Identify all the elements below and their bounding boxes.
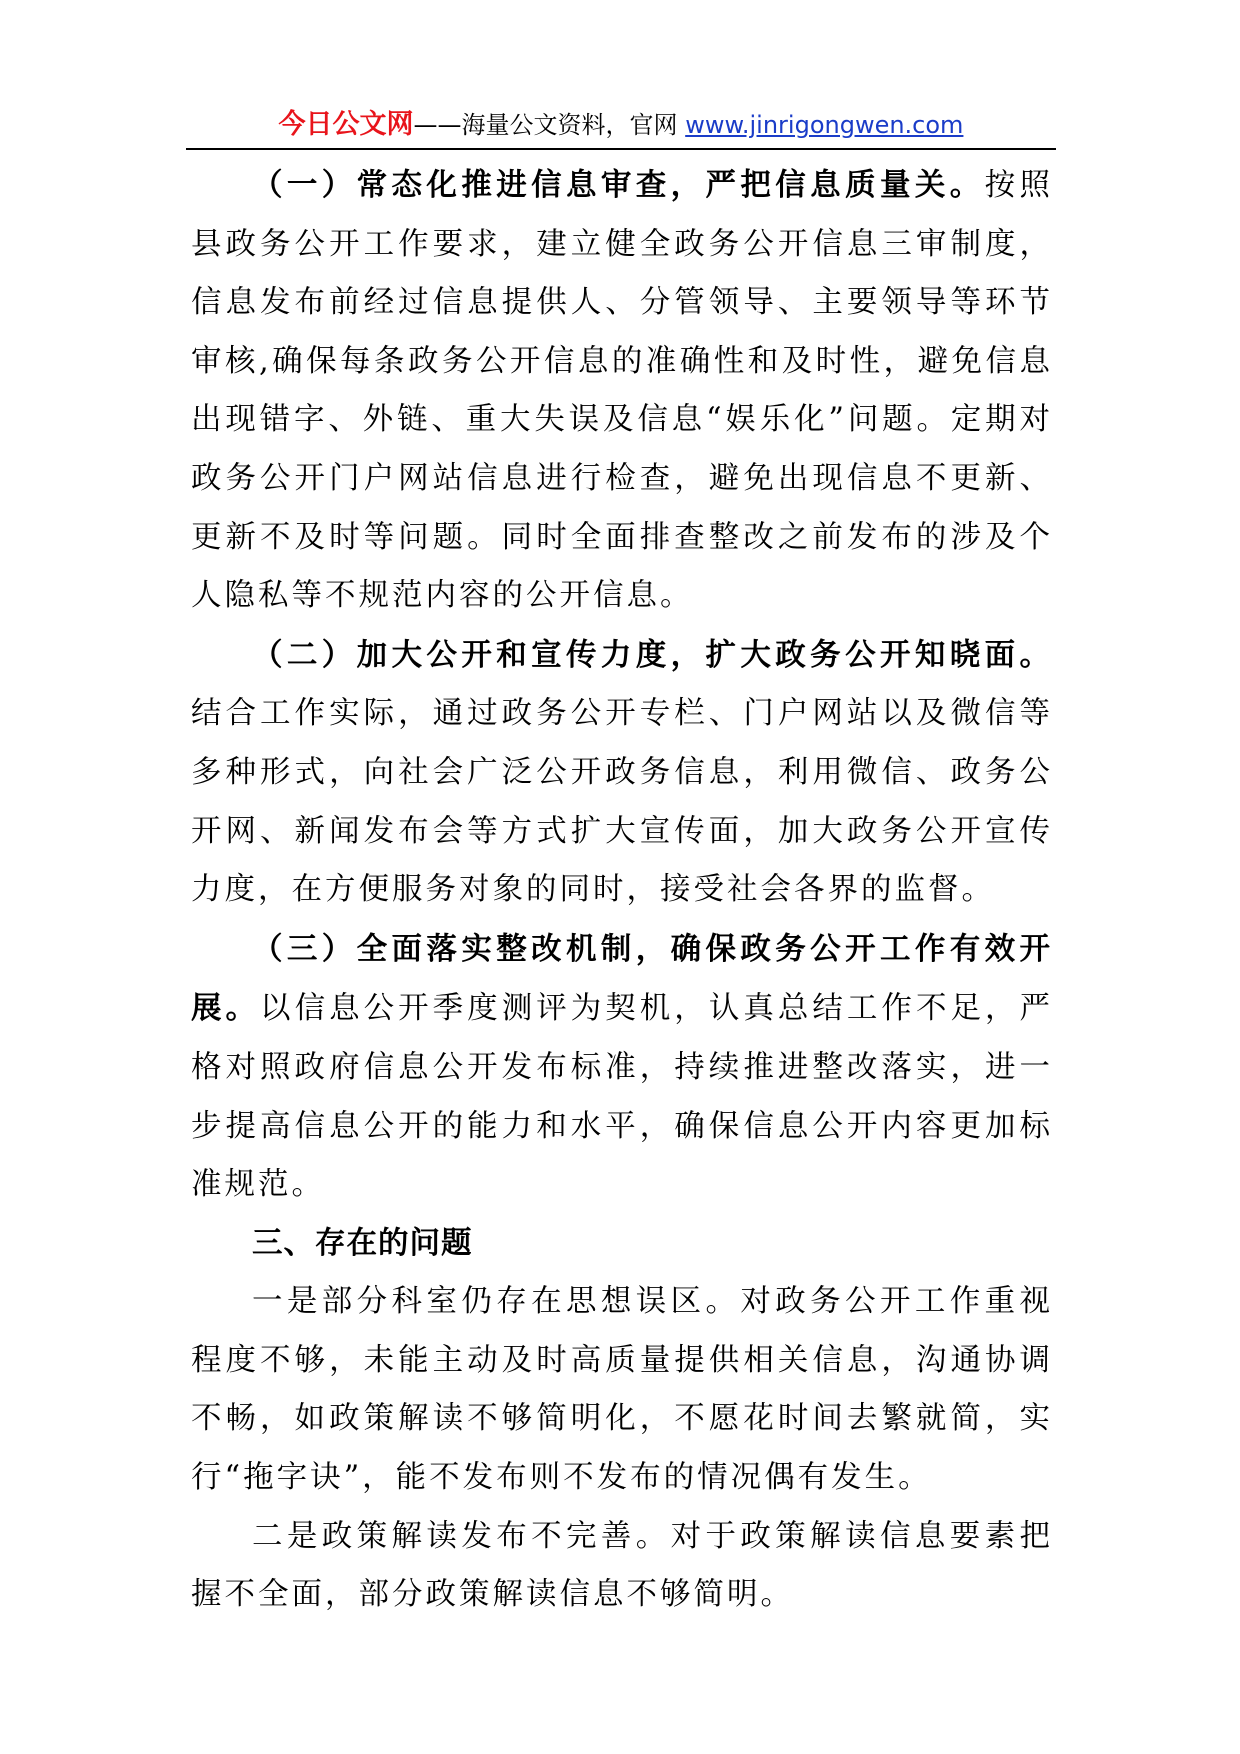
problem-1: 一是部分科室仍存在思想误区。对政务公开工作重视程度不够，未能主动及时高质量提供相关信息，沟通协调不畅，如政策解读不够简明化，不愿花时间去繁就简，实行“拖字诀”，能不发布则不发布的情况偶有发生。 bbox=[191, 1284, 1053, 1496]
problem-2: 二是政策解读发布不完善。对于政策解读信息要素把握不全面，部分政策解读信息不够简明。 bbox=[191, 1518, 1053, 1613]
paragraph-3-text: 以信息公开季度测评为契机，认真总结工作不足，严格对照政府信息公开发布标准，持续推进整改落实，进一步提高信息公开的能力和水平，确保信息公开内容更加标准规范。 bbox=[191, 991, 1054, 1203]
paragraph-2-text: 结合工作实际，通过政务公开专栏、门户网站以及微信等多种形式，向社会广泛公开政务信息，利用微信、政务公开网、新闻发布会等方式扩大宣传面，加大政务公开宣传力度，在方便服务对象的同时，接受社会各界的监督。 bbox=[191, 696, 1053, 908]
site-header bbox=[186, 108, 1056, 142]
paragraph-2 bbox=[191, 626, 1053, 920]
paragraph-2-heading: （二）加大公开和宣传力度，扩大政务公开知晓面。 bbox=[252, 636, 1053, 673]
header-divider bbox=[186, 148, 1056, 150]
site-brand: 今日公文网 bbox=[278, 109, 414, 140]
paragraph-1-heading: （一）常态化推进信息审查，严把信息质量关。 bbox=[252, 167, 985, 203]
paragraph-3 bbox=[191, 920, 1053, 1215]
paragraph-1-text: 按照县政务公开工作要求，建立健全政务公开信息三审制度，信息发布前经过信息提供人、分管领导、主要领导等环节审核,确保每条政务公开信息的准确性和及时性，避免信息出现错字、外链、重大失误及信息“娱乐化”问题。定期对政务公开门户网站信息进行检查，避免出现信息不更新、更新不及时等问题。同时全面排查整改之前发布的涉及个人隐私等不规范内容的公开信息。 bbox=[191, 168, 1054, 614]
paragraph-1 bbox=[191, 156, 1053, 626]
site-tagline: ——海量公文资料，官网 bbox=[413, 111, 686, 139]
document-body bbox=[191, 156, 1053, 1625]
paragraph-3-heading: （三）全面落实整改机制，确保政务公开工作有效开展。 bbox=[191, 930, 1053, 1027]
section-heading: 三、存在的问题 bbox=[252, 1225, 473, 1261]
site-url-link[interactable]: www.jinrigongwen.com bbox=[685, 111, 964, 139]
